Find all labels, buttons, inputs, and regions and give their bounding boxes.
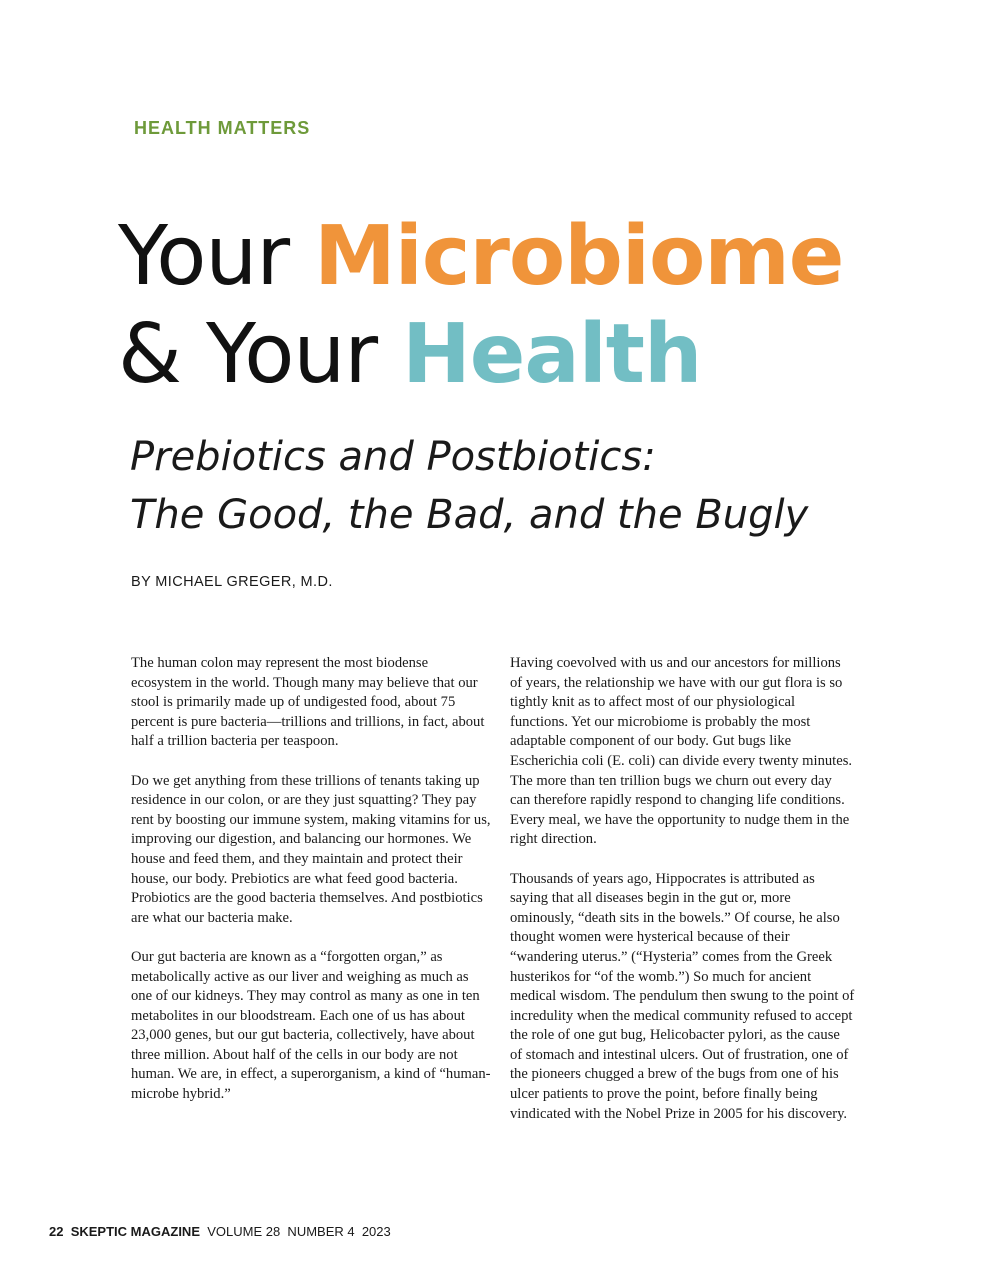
paragraph: Our gut bacteria are known as a “forgotten organ,” as metabolically active as our liver and weighing as much as one of our kidneys. They may control as many as one in ten metabolites in our bloodstream. Each one of us has about 23,000 genes, but our gut bacteria, collectively, have about three million. About half of the cells in our body are not human. We are, in effect, a superorganism, a kind of “human-microbe hybrid.” [131, 948, 491, 1103]
page-number: 22 [49, 1224, 64, 1239]
title-health: Health [402, 307, 702, 402]
title-line-2 [118, 306, 843, 404]
article-title [118, 208, 843, 404]
magazine-name: SKEPTIC MAGAZINE [70, 1224, 200, 1239]
body-column-left [131, 654, 491, 1124]
byline: BY MICHAEL GREGER, M.D. [131, 574, 333, 590]
title-your-1: Your [118, 209, 315, 304]
title-microbiome: Microbiome [314, 209, 844, 304]
subtitle-line-2: The Good, the Bad, and the Bugly [130, 492, 809, 538]
paragraph: Having coevolved with us and our ancestors for millions of years, the relationship we have with our gut flora is so tightly knit as to affect most of our physiological functions. Yet our microbiome is probably the most adaptable component of our body. Gut bugs like Escherichia coli (E. coli) can divide every twenty minutes. The more than ten trillion bugs we churn out every day can therefore rapidly respond to changing life conditions. Every meal, we have the opportunity to nudge them in the right direction. [510, 655, 853, 848]
paragraph: Thousands of years ago, Hippocrates is attributed as saying that all diseases begin in the gut or, more ominously, “death sits in the bowels.” Of course, he also thought women were hysterical because of their “wandering uterus.” (“Hysteria” comes from the Greek husterikos for “of the womb.”) So much for ancient medical wisdom. The pendulum then swung to the point of incredulity when the medical community refused to accept the role of one gut bug, Helicobacter pylori, as the cause of stomach and intestinal ulcers. Out of frustration, one of the pioneers chugged a brew of the bugs from one of his ulcer patients to prove the point, before finally being vindicated with the Nobel Prize in 2005 for his discovery. [510, 870, 855, 1122]
title-line-1 [118, 208, 843, 306]
paragraph: The human colon may represent the most biodense ecosystem in the world. Though many may believe that our stool is primarily made up of undigested food, about 75 percent is pure bacteria—trillions and trillions, in fact, about half a trillion bacteria per teaspoon. [131, 655, 485, 750]
body-column-right [510, 654, 855, 1144]
issue-info: VOLUME 28 NUMBER 4 2023 [207, 1224, 391, 1239]
title-and-your: & Your [118, 307, 403, 402]
paragraph: Do we get anything from these trillions of tenants taking up residence in our colon, or are they just squatting? They pay rent by boosting our immune system, making vitamins for us, improving our digestion, and balancing our hormones. We house and feed them, and they maintain and protect their house, our body. Prebiotics are what feed good bacteria. Probiotics are the good bacteria themselves. And postbiotics are what our bacteria make. [131, 772, 491, 926]
subtitle-line-1: Prebiotics and Postbiotics: [130, 434, 656, 480]
article-subtitle [130, 428, 808, 544]
page-footer [49, 1224, 391, 1239]
section-label: HEALTH MATTERS [134, 118, 311, 138]
